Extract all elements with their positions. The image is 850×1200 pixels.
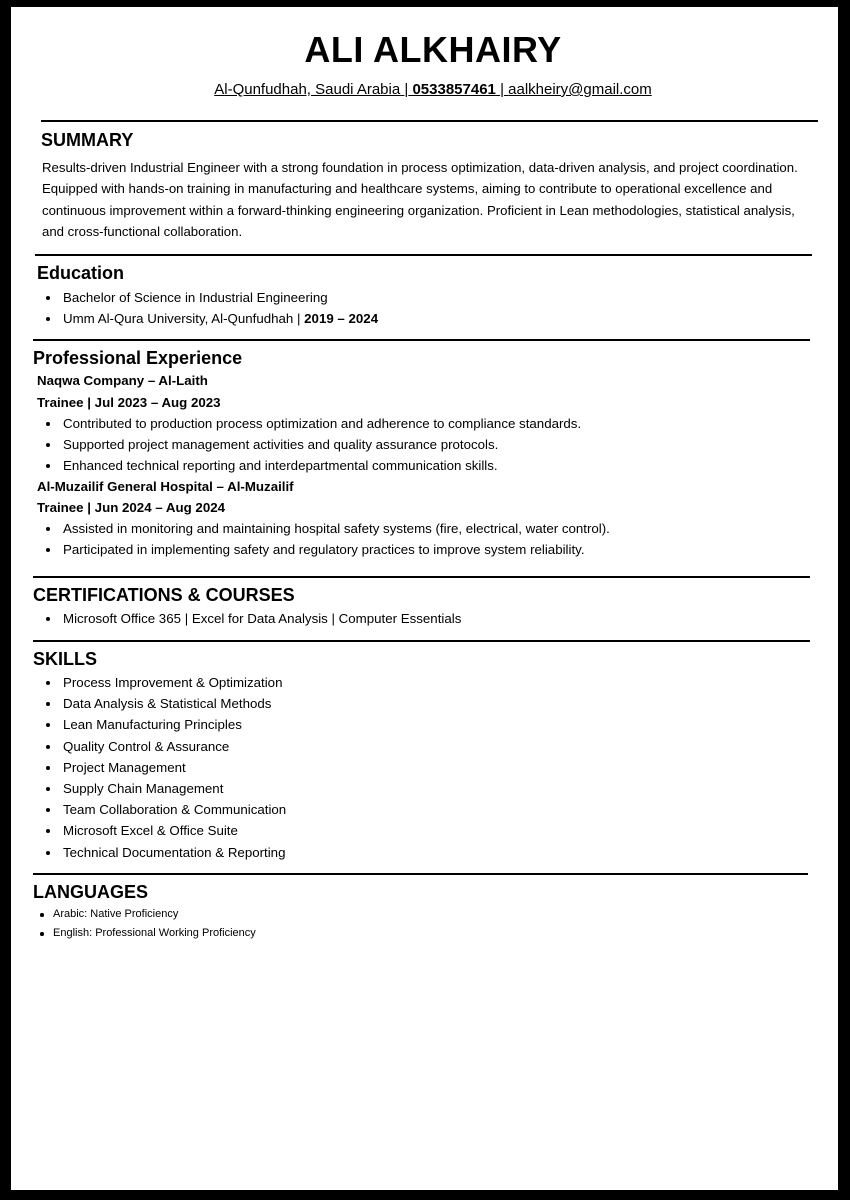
- summary-heading: SUMMARY: [41, 130, 134, 150]
- summary-line: Results-driven Industrial Engineer with a strong foundation in process optimization, data-driven analysis, and project coordination.: [42, 160, 798, 175]
- divider: [33, 873, 808, 875]
- job-bullets: [37, 518, 610, 560]
- list-item: Bachelor of Science in Industrial Engineering: [37, 287, 378, 308]
- summary-line: and cross-functional collaboration.: [42, 223, 243, 239]
- divider: [33, 640, 810, 642]
- job-bullets: [37, 413, 581, 477]
- list-item: Supply Chain Management: [37, 778, 286, 799]
- separator: |: [500, 81, 504, 98]
- certifications-list: [37, 608, 461, 629]
- list-item: Assisted in monitoring and maintaining hospital safety systems (fire, electrical, water control).: [37, 518, 610, 539]
- list-item: Project Management: [37, 757, 286, 778]
- list-item: Microsoft Office 365 | Excel for Data Analysis | Computer Essentials: [37, 608, 461, 629]
- list-item: Lean Manufacturing Principles: [37, 714, 286, 735]
- divider: [33, 576, 810, 578]
- contact-line: [11, 81, 850, 98]
- education-heading: Education: [37, 263, 125, 283]
- education-list: [37, 287, 378, 329]
- list-item: Microsoft Excel & Office Suite: [37, 820, 286, 841]
- list-item: Enhanced technical reporting and interdepartmental communication skills.: [37, 455, 581, 476]
- divider: [35, 254, 812, 256]
- education-years: 2019 – 2024: [304, 311, 379, 327]
- company-name: Naqwa Company – Al-Laith: [37, 373, 208, 388]
- summary-line: continuous improvement within a forward-thinking engineering organization. Proficient in Lean methodologies, statistical analysis,: [42, 202, 795, 218]
- job-role: Trainee | Jul 2023 – Aug 2023: [37, 395, 221, 410]
- skills-heading: SKILLS: [33, 649, 98, 669]
- location: Al-Qunfudhah, Saudi Arabia: [214, 81, 401, 98]
- list-item: Umm Al-Qura University, Al-Qunfudhah | 2019 – 2024: [37, 308, 378, 329]
- list-item: Team Collaboration & Communication: [37, 799, 286, 820]
- languages-heading: LANGUAGES: [33, 882, 149, 902]
- separator: |: [404, 81, 409, 98]
- summary-line: Equipped with hands-on training in manufacturing and healthcare systems, aiming to contribute to operational excellence and: [42, 181, 773, 197]
- summary-text: [42, 157, 842, 242]
- list-item: Technical Documentation & Reporting: [37, 842, 286, 863]
- list-item: Process Improvement & Optimization: [37, 672, 286, 693]
- list-item: Data Analysis & Statistical Methods: [37, 693, 286, 714]
- list-item: Supported project management activities and quality assurance protocols.: [37, 434, 581, 455]
- divider: [33, 339, 810, 341]
- candidate-name: ALI ALKHAIRY: [304, 29, 562, 70]
- resume-page: [11, 7, 838, 1190]
- email-link[interactable]: aalkheiry@gmail.com: [508, 81, 652, 98]
- divider: [41, 120, 818, 122]
- certifications-heading: CERTIFICATIONS & COURSES: [33, 585, 295, 605]
- phone-number: 0533857461: [412, 81, 496, 98]
- list-item: Contributed to production process optimization and adherence to compliance standards.: [37, 413, 581, 434]
- skills-list: [37, 672, 286, 863]
- languages-list: [33, 905, 256, 943]
- list-item: Participated in implementing safety and regulatory practices to improve system reliability.: [37, 539, 610, 560]
- list-item: English: Professional Working Proficiency: [33, 924, 256, 943]
- company-name: Al-Muzailif General Hospital – Al-Muzailif: [37, 479, 294, 494]
- experience-heading: Professional Experience: [33, 348, 243, 368]
- list-item: Arabic: Native Proficiency: [33, 905, 256, 924]
- job-role: Trainee | Jun 2024 – Aug 2024: [37, 500, 226, 515]
- list-item: Quality Control & Assurance: [37, 736, 286, 757]
